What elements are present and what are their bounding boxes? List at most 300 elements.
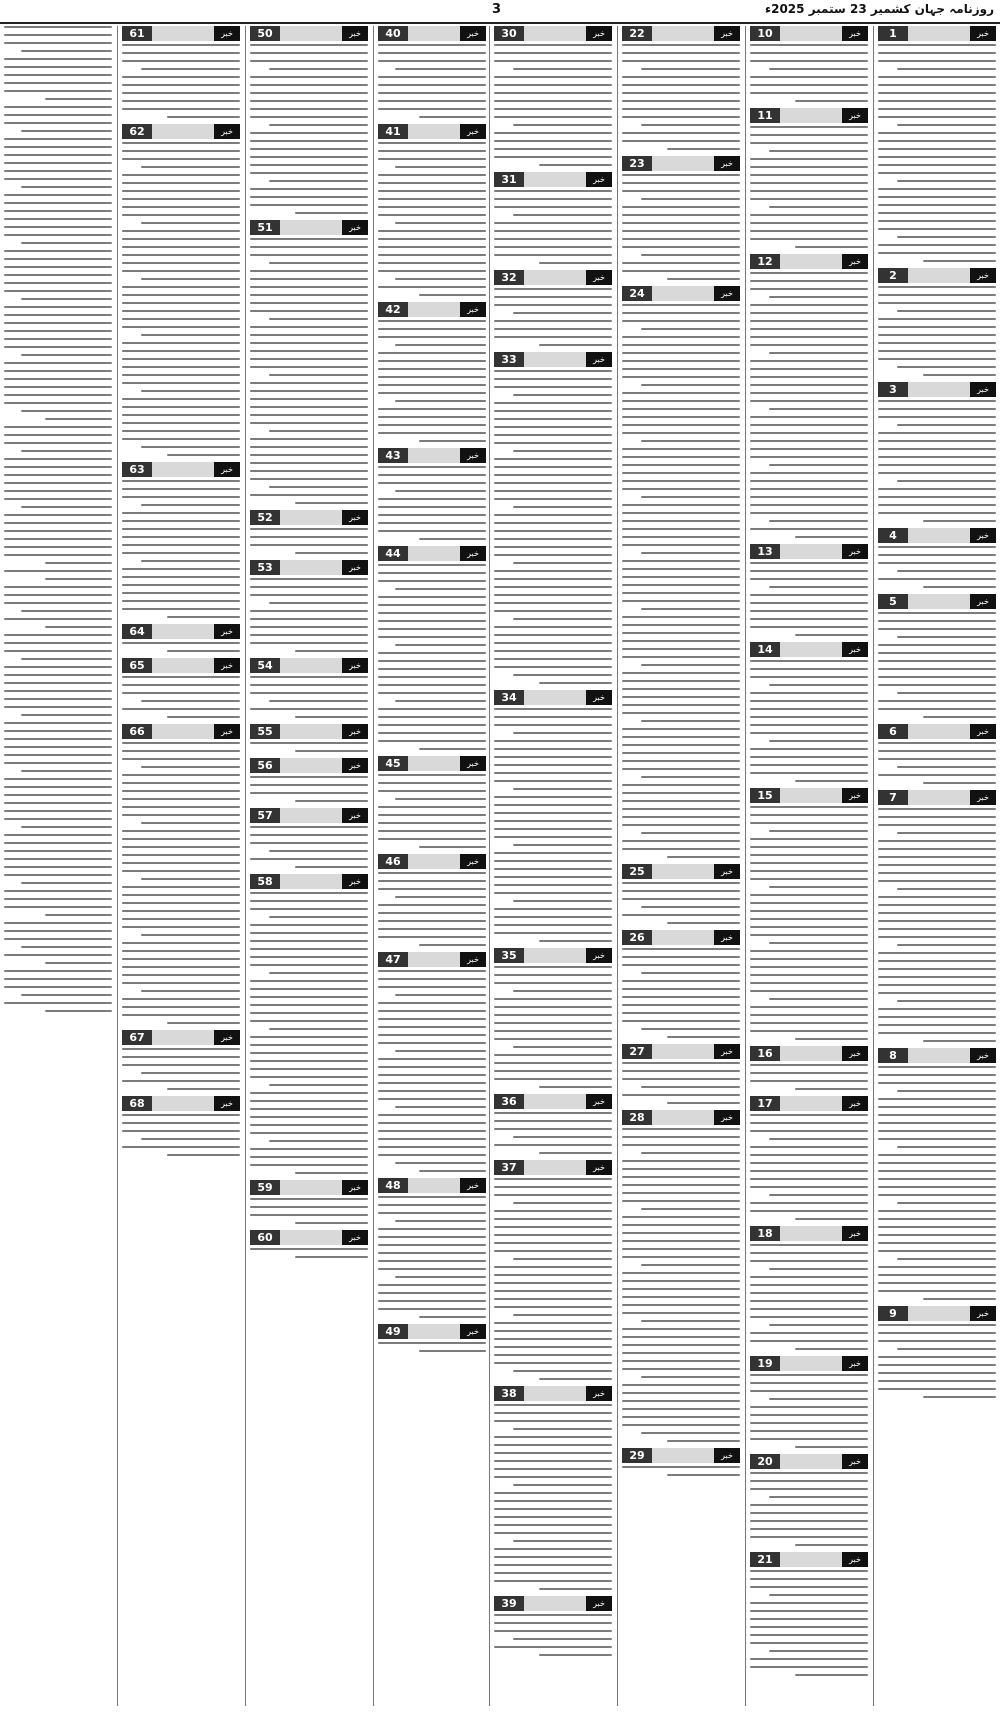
text-line	[513, 124, 612, 126]
text-line	[122, 1056, 240, 1058]
text-line	[494, 546, 612, 548]
text-line	[622, 768, 740, 770]
news-item	[750, 1046, 868, 1090]
text-line	[878, 612, 996, 614]
text-line	[622, 964, 740, 966]
text-line	[795, 1218, 868, 1220]
text-line	[878, 676, 996, 678]
text-line	[750, 772, 868, 774]
news-item-text	[378, 774, 486, 848]
text-line	[750, 424, 868, 426]
text-line	[878, 1250, 996, 1252]
text-line	[513, 1136, 612, 1138]
text-line	[494, 198, 612, 200]
text-line	[897, 1146, 996, 1148]
text-line	[897, 68, 996, 70]
text-line	[4, 74, 112, 76]
text-line	[878, 456, 996, 458]
text-line	[250, 932, 368, 934]
text-line	[141, 1138, 240, 1140]
text-line	[622, 368, 740, 370]
text-line	[750, 974, 868, 976]
text-line	[378, 474, 486, 476]
news-item-text	[250, 776, 368, 802]
text-line	[878, 400, 996, 402]
text-line	[4, 282, 112, 284]
text-line	[250, 84, 368, 86]
text-line	[378, 1204, 486, 1206]
text-line	[750, 84, 868, 86]
text-line	[4, 26, 112, 28]
text-line	[4, 602, 112, 604]
text-line	[878, 408, 996, 410]
text-line	[4, 210, 112, 212]
text-line	[378, 262, 486, 264]
text-line	[4, 786, 112, 788]
text-line	[250, 188, 368, 190]
text-line	[622, 464, 740, 466]
text-line	[878, 196, 996, 198]
text-line	[167, 650, 240, 652]
text-line	[494, 206, 612, 208]
text-line	[750, 76, 868, 78]
text-line	[622, 400, 740, 402]
text-line	[878, 816, 996, 818]
text-line	[250, 116, 368, 118]
news-item	[494, 172, 612, 264]
text-line	[250, 1036, 368, 1038]
text-line	[878, 968, 996, 970]
text-line	[122, 398, 240, 400]
text-line	[4, 82, 112, 84]
text-line	[122, 52, 240, 54]
text-line	[494, 1062, 612, 1064]
news-item	[494, 270, 612, 346]
text-line	[750, 1626, 868, 1628]
news-item-header	[494, 172, 612, 187]
text-line	[378, 150, 486, 152]
text-line	[750, 934, 868, 936]
text-line	[378, 108, 486, 110]
text-line	[122, 528, 240, 530]
text-line	[494, 1508, 612, 1510]
text-line	[378, 84, 486, 86]
text-line	[122, 44, 240, 46]
text-line	[878, 904, 996, 906]
news-item-text	[4, 970, 112, 1012]
text-line	[378, 970, 486, 972]
text-line	[4, 226, 112, 228]
text-line	[923, 1040, 996, 1042]
news-item	[378, 448, 486, 540]
text-line	[122, 318, 240, 320]
text-line	[122, 608, 240, 610]
text-line	[622, 640, 740, 642]
text-line	[878, 742, 996, 744]
text-line	[494, 1444, 612, 1446]
news-item-number: 4	[878, 528, 908, 543]
text-line	[494, 466, 612, 468]
text-line	[4, 890, 112, 892]
text-line	[769, 1594, 868, 1596]
text-line	[878, 1324, 996, 1326]
text-line	[250, 1124, 368, 1126]
text-line	[622, 352, 740, 354]
text-line	[878, 976, 996, 978]
news-item-header	[250, 560, 368, 575]
text-line	[122, 406, 240, 408]
news-column	[494, 26, 612, 1706]
text-line	[897, 180, 996, 182]
text-line	[622, 1344, 740, 1346]
text-line	[378, 872, 486, 874]
text-line	[494, 1516, 612, 1518]
text-line	[494, 650, 612, 652]
text-line	[641, 1028, 740, 1030]
news-item-number: 58	[250, 874, 280, 889]
text-line	[4, 898, 112, 900]
text-line	[750, 1308, 868, 1310]
text-line	[250, 462, 368, 464]
text-line	[250, 1148, 368, 1150]
news-item	[494, 1094, 612, 1154]
text-line	[878, 774, 996, 776]
news-item	[622, 1110, 740, 1442]
text-line	[122, 182, 240, 184]
news-item-text	[878, 44, 996, 262]
news-item-number: 29	[622, 1448, 652, 1463]
news-item-number: 63	[122, 462, 152, 477]
news-item	[622, 1448, 740, 1476]
text-line	[923, 716, 996, 718]
text-line	[769, 886, 868, 888]
text-line	[750, 126, 868, 128]
text-line	[622, 448, 740, 450]
text-line	[4, 402, 112, 404]
text-line	[250, 326, 368, 328]
text-line	[750, 1602, 868, 1604]
text-line	[250, 626, 368, 628]
text-line	[494, 100, 612, 102]
text-line	[622, 840, 740, 842]
text-line	[750, 272, 868, 274]
text-line	[750, 668, 868, 670]
news-marker-label: خبر	[970, 268, 996, 283]
text-line	[250, 1052, 368, 1054]
text-line	[250, 892, 368, 894]
text-line	[250, 294, 368, 296]
text-line	[45, 98, 112, 100]
news-item-header	[378, 1324, 486, 1339]
text-line	[122, 198, 240, 200]
text-line	[750, 1006, 868, 1008]
text-line	[769, 1324, 868, 1326]
news-item-header	[878, 268, 996, 283]
text-line	[513, 618, 612, 620]
text-line	[622, 1256, 740, 1258]
text-line	[494, 1218, 612, 1220]
text-line	[378, 214, 486, 216]
text-line	[378, 838, 486, 840]
news-item-number: 66	[122, 724, 152, 739]
text-line	[769, 1496, 868, 1498]
text-line	[250, 422, 368, 424]
news-item	[378, 1178, 486, 1318]
text-line	[878, 244, 996, 246]
news-item-text	[622, 44, 740, 150]
text-line	[750, 288, 868, 290]
news-item	[4, 106, 112, 420]
text-line	[4, 810, 112, 812]
news-item-text	[622, 1062, 740, 1104]
text-line	[45, 418, 112, 420]
news-item-header	[250, 758, 368, 773]
news-marker-label: خبر	[342, 510, 368, 525]
text-line	[4, 378, 112, 380]
text-line	[122, 174, 240, 176]
text-line	[250, 164, 368, 166]
text-line	[622, 616, 740, 618]
news-item-text	[494, 190, 612, 264]
text-line	[878, 554, 996, 556]
text-line	[641, 1208, 740, 1210]
text-line	[250, 784, 368, 786]
text-line	[122, 1114, 240, 1116]
text-line	[622, 544, 740, 546]
text-line	[4, 522, 112, 524]
text-line	[622, 222, 740, 224]
text-line	[750, 626, 868, 628]
text-line	[795, 1038, 868, 1040]
news-item-header	[378, 124, 486, 139]
text-line	[878, 668, 996, 670]
news-item-text	[494, 44, 612, 166]
news-marker-label: خبر	[842, 1454, 868, 1469]
text-line	[21, 242, 112, 244]
text-line	[513, 506, 612, 508]
text-line	[494, 1210, 612, 1212]
text-line	[378, 238, 486, 240]
news-item-text	[878, 286, 996, 376]
text-line	[494, 530, 612, 532]
news-marker-label: خبر	[586, 270, 612, 285]
text-line	[897, 1202, 996, 1204]
text-line	[878, 1178, 996, 1180]
news-marker-label: خبر	[586, 1160, 612, 1175]
news-item-header	[250, 1230, 368, 1245]
news-item	[750, 1552, 868, 1676]
text-line	[4, 490, 112, 492]
text-line	[494, 230, 612, 232]
text-line	[750, 1300, 868, 1302]
text-line	[395, 1162, 486, 1164]
news-item-header	[750, 544, 868, 559]
text-line	[378, 384, 486, 386]
text-line	[750, 1536, 868, 1538]
text-line	[122, 552, 240, 554]
news-item-number: 21	[750, 1552, 780, 1567]
news-column	[622, 26, 740, 1706]
news-marker-label: خبر	[214, 658, 240, 673]
news-marker-label: خبر	[460, 124, 486, 139]
text-line	[513, 1258, 612, 1260]
text-line	[378, 1228, 486, 1230]
text-line	[494, 772, 612, 774]
text-line	[622, 1424, 740, 1426]
text-line	[4, 834, 112, 836]
text-line	[167, 1088, 240, 1090]
text-line	[250, 1004, 368, 1006]
text-line	[494, 44, 612, 46]
news-item-text	[378, 970, 486, 1172]
news-item-text	[378, 1196, 486, 1318]
text-line	[378, 880, 486, 882]
text-line	[122, 894, 240, 896]
text-line	[923, 520, 996, 522]
text-line	[250, 692, 368, 694]
text-line	[878, 416, 996, 418]
text-line	[494, 1290, 612, 1292]
text-line	[122, 480, 240, 482]
text-line	[750, 440, 868, 442]
news-item	[494, 1386, 612, 1590]
text-line	[667, 856, 740, 858]
text-line	[622, 1248, 740, 1250]
text-line	[878, 44, 996, 46]
text-line	[622, 712, 740, 714]
text-line	[750, 854, 868, 856]
text-line	[878, 1154, 996, 1156]
text-line	[667, 1474, 740, 1476]
text-line	[494, 1030, 612, 1032]
news-marker-label: خبر	[842, 26, 868, 41]
text-line	[378, 814, 486, 816]
text-line	[250, 980, 368, 982]
news-marker-label: خبر	[214, 624, 240, 639]
news-item	[250, 758, 368, 802]
text-line	[513, 674, 612, 676]
news-item-number: 14	[750, 642, 780, 657]
news-item	[250, 658, 368, 718]
text-line	[269, 602, 368, 604]
text-line	[494, 370, 612, 372]
text-line	[622, 1232, 740, 1234]
news-item	[878, 790, 996, 1042]
text-line	[141, 504, 240, 506]
text-line	[878, 872, 996, 874]
text-line	[622, 472, 740, 474]
text-line	[750, 1390, 868, 1392]
text-line	[250, 642, 368, 644]
text-line	[750, 1064, 868, 1066]
news-item	[378, 854, 486, 946]
news-item	[750, 1096, 868, 1220]
text-line	[4, 730, 112, 732]
text-line	[250, 398, 368, 400]
news-marker-label: خبر	[842, 1046, 868, 1061]
news-item-text	[250, 826, 368, 868]
text-line	[4, 234, 112, 236]
text-line	[494, 1078, 612, 1080]
text-line	[878, 252, 996, 254]
text-line	[250, 406, 368, 408]
text-line	[622, 1384, 740, 1386]
text-line	[378, 822, 486, 824]
news-item-text	[378, 564, 486, 750]
text-line	[513, 732, 612, 734]
text-line	[269, 180, 368, 182]
news-item-header	[878, 382, 996, 397]
news-item-header	[622, 1110, 740, 1125]
text-line	[769, 150, 868, 152]
text-line	[750, 512, 868, 514]
news-marker-label: خبر	[342, 658, 368, 673]
text-line	[750, 1030, 868, 1032]
text-line	[167, 1154, 240, 1156]
news-item	[622, 864, 740, 924]
text-line	[750, 504, 868, 506]
text-line	[250, 438, 368, 440]
news-item	[622, 26, 740, 150]
news-marker-label: خبر	[586, 948, 612, 963]
text-line	[378, 1098, 486, 1100]
text-line	[878, 1074, 996, 1076]
text-line	[539, 1378, 612, 1380]
news-item-number: 54	[250, 658, 280, 673]
text-line	[622, 956, 740, 958]
text-line	[395, 1050, 486, 1052]
news-item-text	[878, 546, 996, 588]
news-item-number: 27	[622, 1044, 652, 1059]
text-line	[513, 990, 612, 992]
news-item-header	[622, 156, 740, 171]
news-marker-label: خبر	[842, 1356, 868, 1371]
text-line	[750, 1080, 868, 1082]
text-line	[750, 1332, 868, 1334]
text-line	[622, 744, 740, 746]
column-rule	[873, 26, 874, 1706]
text-line	[21, 994, 112, 996]
news-item	[378, 124, 486, 296]
news-marker-label: خبر	[842, 1226, 868, 1241]
text-line	[878, 562, 996, 564]
text-line	[494, 1572, 612, 1574]
text-line	[378, 660, 486, 662]
news-item-number: 13	[750, 544, 780, 559]
text-line	[513, 312, 612, 314]
text-line	[250, 742, 368, 744]
text-line	[750, 562, 868, 564]
text-line	[622, 808, 740, 810]
text-line	[378, 604, 486, 606]
text-line	[622, 1240, 740, 1242]
news-item-number: 64	[122, 624, 152, 639]
text-line	[122, 438, 240, 440]
text-line	[494, 998, 612, 1000]
text-line	[622, 432, 740, 434]
text-line	[622, 408, 740, 410]
text-line	[122, 918, 240, 920]
text-line	[250, 132, 368, 134]
text-line	[494, 708, 612, 710]
text-line	[750, 1114, 868, 1116]
text-line	[750, 602, 868, 604]
text-line	[750, 806, 868, 808]
news-item-number: 67	[122, 1030, 152, 1045]
news-item-number: 28	[622, 1110, 652, 1125]
text-line	[494, 1282, 612, 1284]
text-line	[622, 84, 740, 86]
